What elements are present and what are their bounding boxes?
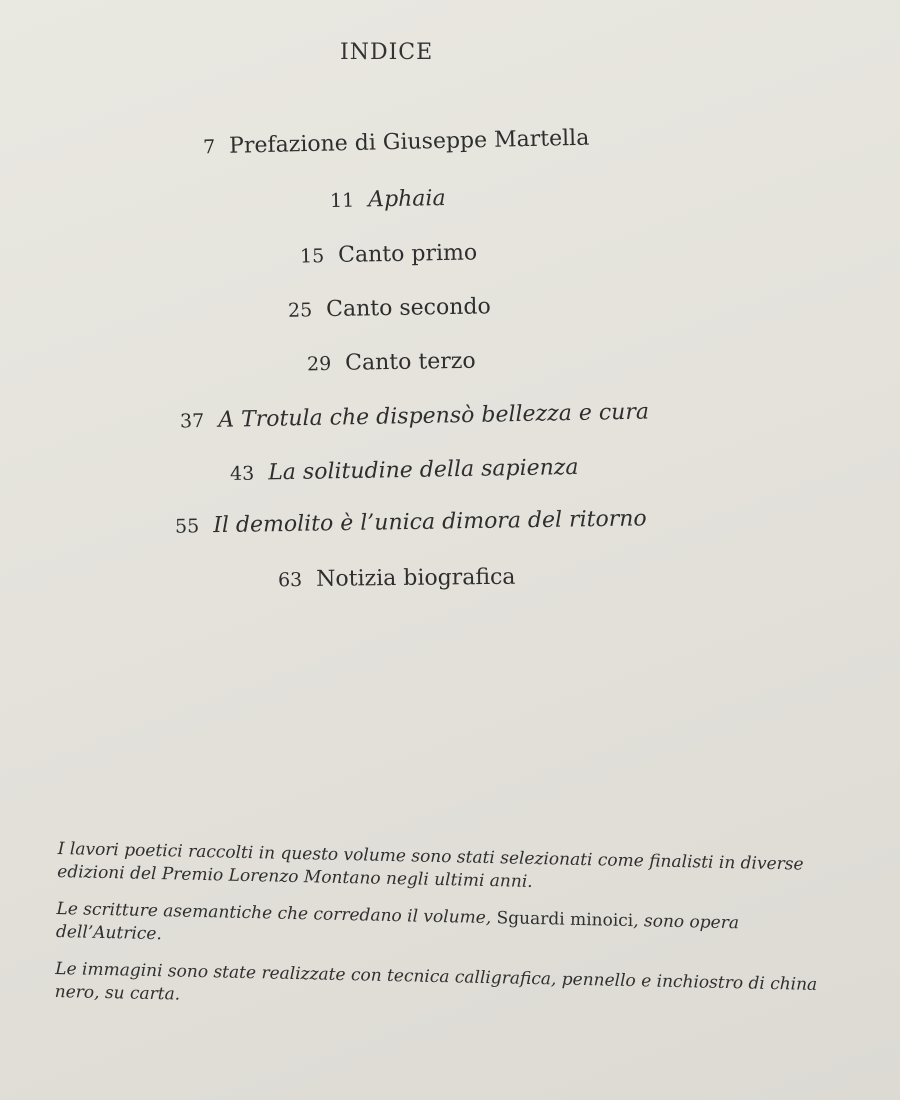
toc-title: Prefazione di Giuseppe Martella bbox=[228, 125, 590, 159]
toc-page-number: 11 bbox=[329, 189, 355, 213]
colophon-notes bbox=[54, 838, 838, 1034]
toc-entry bbox=[230, 455, 579, 486]
note-paragraph: Le immagini sono state realizzate con tecnica calligrafica, pennello e inchiostro di china nero, su carta. bbox=[54, 958, 818, 1005]
toc-title: Canto primo bbox=[337, 240, 478, 268]
toc-entry bbox=[288, 294, 491, 323]
toc-title: Notizia biografica bbox=[316, 564, 516, 592]
toc-page-number: 29 bbox=[306, 352, 332, 376]
toc-entry bbox=[307, 349, 476, 377]
toc-title: Canto terzo bbox=[344, 348, 476, 376]
toc-entry bbox=[300, 240, 478, 268]
toc-page-number: 25 bbox=[287, 299, 313, 322]
toc-page-number: 7 bbox=[202, 136, 216, 159]
artwork-title: Sguardi minoici bbox=[496, 908, 634, 932]
toc-page-number: 15 bbox=[299, 245, 325, 268]
toc-title: Aphaia bbox=[367, 185, 446, 213]
note-text: Le scritture asemantiche che corredano il volume, bbox=[56, 898, 497, 929]
toc-entry bbox=[278, 565, 516, 592]
toc-title: La solitudine della sapienza bbox=[267, 454, 579, 486]
toc-page-number: 55 bbox=[174, 515, 200, 538]
toc-page-number: 43 bbox=[229, 462, 255, 486]
toc-title: Il demolito è l’unica dimora del ritorno bbox=[213, 506, 647, 539]
toc-page-number: 63 bbox=[277, 568, 303, 592]
toc-entry bbox=[175, 506, 647, 538]
note-text: , sono opera dell’Autrice. bbox=[55, 911, 740, 945]
toc-entry bbox=[203, 126, 590, 160]
toc-title: A Trotula che dispensò bellezza e cura bbox=[217, 399, 650, 433]
toc-title: Canto secondo bbox=[325, 294, 491, 323]
toc-entry bbox=[330, 186, 446, 213]
note-paragraph bbox=[56, 898, 837, 960]
note-paragraph: I lavori poetici raccolti in questo volume sono stati selezionati come finalisti in diverse edizioni del Premio Lorenzo Montano negli ultimi anni. bbox=[57, 838, 804, 892]
page-title: INDICE bbox=[340, 40, 434, 65]
toc-page-number: 37 bbox=[179, 410, 205, 433]
toc-entry bbox=[180, 400, 649, 434]
